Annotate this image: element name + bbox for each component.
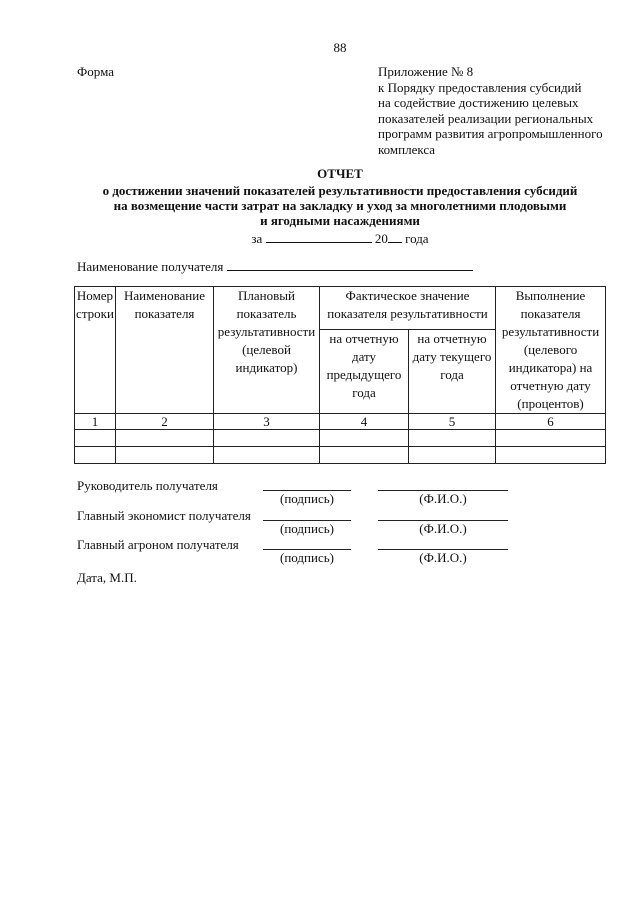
page-number: 88 [333,40,347,55]
recipient-row [77,258,473,275]
header-actual: Фактическое значение показателя результативности [320,287,496,330]
name-caption: (Ф.И.О.) [419,521,467,536]
signature-caption: (подпись) [280,550,334,565]
header-row-number: Номер строки [75,287,116,414]
appendix-line: программ развития агропромышленного [378,126,603,141]
header-fulfillment: Выполнение показателя результативности (целевого индикатора) на отчетную дату (процентов) [496,287,606,414]
column-number: 6 [496,414,606,430]
header-actual-prev: на отчетную дату предыдущего года [320,329,409,413]
table-row [75,447,606,464]
date-stamp-label: Дата, М.П. [77,570,137,585]
period-suffix: года [405,231,429,246]
table-cell[interactable] [75,447,116,464]
period-prefix: за [251,231,263,246]
header-planned: Плановый показатель результативности (целевой индикатор) [214,287,320,414]
table-cell[interactable] [320,447,409,464]
signature-row-agronomist [77,537,637,571]
signature-role: Руководитель получателя [77,478,218,493]
report-subtitle [60,183,620,228]
report-period [60,230,620,247]
column-number-row [75,414,606,430]
column-number: 3 [214,414,320,430]
signature-role: Главный экономист получателя [77,508,251,523]
column-number: 4 [320,414,409,430]
column-number: 2 [116,414,214,430]
subtitle-line: на возмещение части затрат на закладку и уход за многолетними плодовыми [113,198,567,213]
table-cell[interactable] [75,430,116,447]
period-date-field[interactable] [266,230,372,243]
table-cell[interactable] [496,447,606,464]
signature-caption: (подпись) [280,491,334,506]
form-label: Форма [77,64,114,79]
table-cell[interactable] [214,447,320,464]
table-cell[interactable] [116,447,214,464]
table-cell[interactable] [496,430,606,447]
column-number: 5 [409,414,496,430]
signature-row-head [77,478,637,512]
appendix-line: Приложение № 8 [378,64,474,79]
name-caption: (Ф.И.О.) [419,550,467,565]
signature-role: Главный агроном получателя [77,537,239,552]
column-number: 1 [75,414,116,430]
table-row [75,430,606,447]
report-table [74,286,606,464]
subtitle-line: о достижении значений показателей результативности предоставления субсидий [102,183,578,198]
recipient-name-field[interactable] [227,258,473,271]
appendix-header [378,64,628,157]
table-cell[interactable] [214,430,320,447]
period-year-field[interactable] [388,230,402,243]
signature-caption: (подпись) [280,521,334,536]
header-actual-curr: на отчетную дату текущего года [409,329,496,413]
recipient-label: Наименование получателя [77,259,224,274]
name-caption: (Ф.И.О.) [419,491,467,506]
subtitle-line: и ягодными насаждениями [260,213,420,228]
appendix-line: комплекса [378,141,436,157]
report-title: ОТЧЕТ [317,166,363,181]
table-cell[interactable] [116,430,214,447]
appendix-line: показателей реализации региональных [378,110,594,126]
table-cell[interactable] [409,447,496,464]
appendix-line: на содействие достижению целевых [378,95,579,110]
period-year-prefix: 20 [374,231,388,246]
appendix-line: к Порядку предоставления субсидий [378,79,582,95]
table-cell[interactable] [320,430,409,447]
table-cell[interactable] [409,430,496,447]
header-indicator-name: Наименование показателя [116,287,214,414]
